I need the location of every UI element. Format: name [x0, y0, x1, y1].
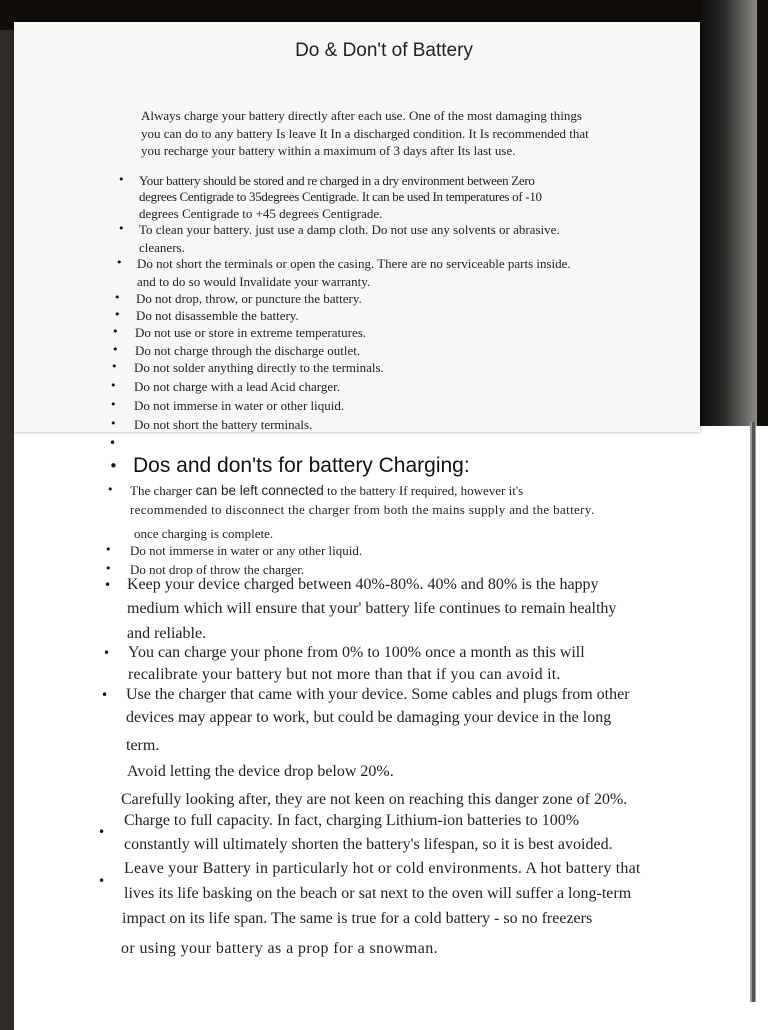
bullet-icon: •	[103, 646, 111, 660]
list-item-line: and to do so would Invalidate your warranty.	[137, 274, 371, 289]
bullet-icon: •	[110, 417, 117, 430]
list-item-line: Do not charge through the discharge outlet.	[135, 343, 361, 358]
list-item-line: Do not immerse in water or other liquid.	[134, 398, 345, 413]
list-item-line: Do not immerse in water or any other liquid.	[130, 543, 363, 558]
page-edge-right-shadow	[752, 422, 755, 1002]
charging-heading: Dos and don'ts for battery Charging:	[133, 454, 470, 477]
bullet-icon: •	[118, 222, 125, 235]
document-sheet-lower	[14, 428, 754, 1028]
list-item-line: You can charge your phone from 0% to 100% once a month as this will	[128, 644, 585, 661]
list-item-line: Do not short the terminals or open the casing. There are no serviceable parts inside.	[137, 256, 571, 271]
bullet-icon: •	[98, 825, 106, 839]
text-run: can be left connected	[195, 483, 324, 498]
text-run: to the battery If required, however it's	[323, 483, 524, 498]
list-item-line: lives its life basking on the beach or sat next to the oven will suffer a long-term	[124, 885, 632, 902]
bullet-icon: •	[105, 562, 112, 575]
list-item-line: Do not short the battery terminals.	[134, 417, 313, 432]
list-item-line: Use the charger that came with your device. Some cables and plugs from other	[126, 686, 630, 703]
list-item-line: Do not disassemble the battery.	[136, 308, 299, 323]
bullet-icon: •	[101, 688, 109, 702]
list-item-line: once charging is complete.	[134, 526, 274, 541]
bullet-icon: •	[118, 173, 125, 186]
bullet-icon: •	[112, 325, 119, 338]
intro-paragraph	[141, 107, 661, 160]
bullet-icon: •	[98, 874, 106, 888]
list-item-line: devices may appear to work, but could be damaging your device in the long	[126, 709, 612, 726]
list-item-line: cleaners.	[139, 240, 185, 255]
background-edge-left	[0, 30, 14, 1030]
bullet-icon: •	[111, 360, 118, 373]
intro-line: you recharge your battery within a maximum of 3 days after Its last use.	[141, 143, 516, 158]
list-item-line: constantly will ultimately shorten the battery's lifespan, so it is best avoided.	[124, 836, 613, 853]
list-item-line: Leave your Battery in particularly hot or cold environments. A hot battery that	[124, 860, 641, 877]
list-item-line: Keep your device charged between 40%-80%. 40% and 80% is the happy	[127, 576, 599, 593]
list-item-line: impact on its life span. The same is true for a cold battery - so no freezers	[122, 910, 593, 927]
intro-line: you can do to any battery Is leave It In a discharged condition. It Is recommended that	[141, 125, 589, 141]
bullet-icon: •	[110, 379, 117, 392]
bullet-icon: •	[105, 543, 112, 556]
page-title: Do & Don't of Battery	[295, 40, 473, 61]
bullet-icon: •	[110, 398, 117, 411]
list-item-line: recommended to disconnect the charger from both the mains supply and the battery.	[130, 502, 595, 517]
bullet-icon: •	[104, 578, 112, 592]
list-item-line: Charge to full capacity. In fact, charging Lithium-ion batteries to 100%	[124, 812, 580, 829]
list-item-line: To clean your battery. just use a damp cloth. Do not use any solvents or abrasive.	[139, 222, 560, 237]
bullet-icon: •	[114, 308, 121, 321]
bullet-icon: •	[109, 457, 118, 475]
list-item-line: recalibrate your battery but not more than that if you can avoid it.	[128, 666, 561, 683]
bullet-icon: •	[116, 256, 123, 269]
list-item-line: Carefully looking after, they are not keen on reaching this danger zone of 20%.	[121, 791, 628, 808]
list-item-line: term.	[126, 737, 160, 754]
list-item-line: degrees Centigrade to +45 degrees Centigrade.	[139, 206, 383, 221]
intro-line: Always charge your battery directly after each use. One of the most damaging things	[141, 108, 582, 123]
list-item-line: degrees Centigrade to 35degrees Centigrade. It can be used In temperatures of -10	[139, 189, 542, 204]
list-item-line: and reliable.	[127, 625, 207, 642]
list-item-line: Do not drop, throw, or puncture the battery.	[136, 291, 362, 306]
list-item-line: medium which will ensure that your' battery life continues to remain healthy	[127, 600, 617, 617]
bullet-icon: •	[114, 291, 121, 304]
list-item-line: or using your battery as a prop for a snowman.	[121, 940, 438, 957]
bullet-icon: •	[107, 483, 114, 496]
bullet-icon: •	[112, 343, 119, 356]
list-item-line: Do not drop of throw the charger.	[130, 562, 305, 577]
list-item-line: Your battery should be stored and re charged in a dry environment between Zero	[139, 173, 535, 188]
list-item-line: Avoid letting the device drop below 20%.	[127, 763, 394, 780]
background-dark-right	[697, 0, 768, 426]
list-item-line	[130, 483, 523, 499]
bullet-icon: •	[109, 436, 117, 450]
list-item-line: Do not charge with a lead Acid charger.	[134, 379, 341, 394]
text-run: The charger	[130, 483, 196, 498]
list-item-line: Do not use or store in extreme temperatures.	[135, 325, 367, 340]
list-item-line: Do not solder anything directly to the terminals.	[134, 360, 384, 375]
